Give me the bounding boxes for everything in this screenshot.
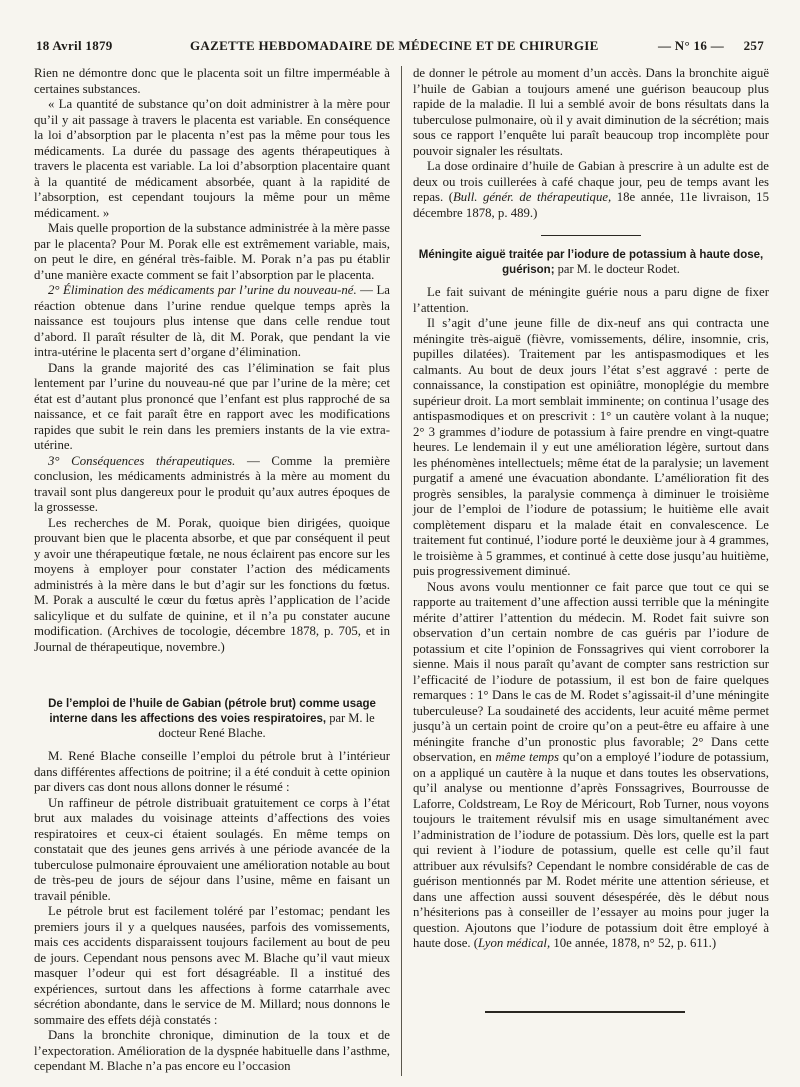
header-issue-number: — N° 16 — <box>657 38 724 53</box>
paragraph: de donner le pétrole au moment d’un accès. Dans la bronchite aiguë l’huile de Gabian a toujours amené une guérison beaucoup plus rapide de la maladie. Il lui a semblé avoir de bons résultats dans la tuberculose pulmonaire, où il y avait diminution de la sécrétion; mais sous ce rapport l’enquête lui paraît beaucoup trop incomplète pour pouvoir signaler les résultats. <box>413 66 769 158</box>
paragraph: Les recherches de M. Porak, quoique bien dirigées, quoique prouvant bien que le placenta absorbe, et que par conséquent il peut y avoir une thérapeutique fœtale, ne nous éclairent pas encore sur les moyens à employer pour constater l’action des médicaments administrés à la mère dans le but d’agir sur les fonctions du fœtus. M. Porak a ausculté le cœur du fœtus après l’application de l’acide salicylique et du sulfate de quinine, et il n’a pu constater aucune modification. (Archives de tocologie, décembre 1878, p. 705, et in Journal de thérapeutique, novembre.) <box>34 515 390 654</box>
section-divider <box>541 235 641 236</box>
paragraph: Le fait suivant de méningite guérie nous a paru digne de fixer l’attention. <box>413 285 769 315</box>
paragraph: Dans la bronchite chronique, diminution de la toux et de l’expectoration. Amélioration de la dyspnée habituelle dans l’asthme, cependant M. Blache n’a pas encore eu l’occasion <box>34 1028 390 1073</box>
header-date: 18 Avril 1879 <box>36 38 113 53</box>
right-column <box>413 66 769 952</box>
paragraph: Le pétrole brut est facilement toléré par l’estomac; pendant les premiers jours il y a quelques nausées, parfois des vomissements, mais ces accidents disparaissent toujours facilement au bout de peu de jours. Cependant nous pensons avec M. Blache qu’il vaut mieux masquer l’odeur qui est fort désagréable. Il a institué des expériences, surtout dans les affections à forme catarrhale avec sécrétion abondante, dans le service de M. Millard; nous donnons le sommaire des effets déjà constatés : <box>34 904 390 1027</box>
paragraph: « La quantité de substance qu’on doit administrer à la mère pour qu’il y ait passage à travers le placenta est variable. En conséquence la loi d’absorption par le placenta n’est pas la même pour tous les médicaments. La durée du passage des agents thérapeutiques à travers le placenta est variable. La loi d’absorption placentaire quant à la quantité de médicament absorbée, quant à la rapidité de l’absorption, est cependant toujours la même pour un même médicament. » <box>34 97 390 220</box>
paragraph: Un raffineur de pétrole distribuait gratuitement ce corps à l’état brut aux malades du voisinage atteints d’affections des voies respiratoires et ceux-ci étaient soulagés. En même temps on constatait que des jeunes gens arrivés à une période avancée de la tuberculose pulmonaire éprouvaient une amélioration notable au bout de très-peu de jours de séjour dans l’usine, même en faisant un travail pénible. <box>34 795 390 903</box>
article-author: par M. le docteur Rodet. <box>554 262 680 276</box>
section-heading: 2° Élimination des médicaments par l’urine du nouveau-né. <box>48 283 357 297</box>
paragraph: Dans la grande majorité des cas l’élimination se fait plus lentement par l’urine du nouveau-né que par l’urine de la mère; cet état est d’autant plus prononcé que l’enfant est plus rapproché de sa naissance, et ce fait paraît être en rapport avec les modifications rapides que subit le rein dans les premiers instants de la vie extra-utérine. <box>34 360 390 452</box>
column-divider <box>401 66 402 1076</box>
paragraph: Mais quelle proportion de la substance administrée à la mère passe par le placenta? Pour M. Porak elle est extrêmement variable, mais, on peut le dire, en général très-faible. M. Porak n’a pas pu établir d’une manière exacte comment se fait l’absorption par le placenta. <box>34 221 390 282</box>
paragraph: M. René Blache conseille l’emploi du pétrole brut à l’intérieur dans différentes affections de poitrine; il a été conduit à cette opinion par divers cas dont nous allons donner le résumé : <box>34 749 390 794</box>
citation: Bull. génér. de thérapeutique, <box>452 190 612 204</box>
paragraph-text: qu’on a employé l’iodure de potassium, on a appliqué un cautère à la nuque et dans toutes les observations, qu’il analyse ou mentionne d’après Fonssagrives, Bourrousse de Laforre, Coldstream, Le Roy de Méricourt, Rob Turner, nous voyons toujours le traitement révulsif mis en usage simultanément avec l’administration de l’iodure de potassium. Dès lors, quelle est la part qui revient à l’iodure de potassium, quelle est celle qu’il faut attribuer aux révulsifs? Cependant le nombre considérable de cas de guérison mentionnés par M. Rodet mérite une attention sérieuse, et dans une affection aussi souvent désespérée, dès le début nous n’hésiterions pas à conseiller de l’essayer au moins pour juger la question. Ajoutons que l’iodure de potassium doit être employé à haute dose. ( <box>413 750 769 950</box>
paragraph: Il s’agit d’une jeune fille de dix-neuf ans qui contracta une méningite très-aiguë (fièvre, vomissements, délire, insomnie, cris, pupilles dilatées). Traitement par les antispasmodiques et les calmants. Au bout de deux jours l’état s’est aggravé : perte de connaissance, la constipation est opiniâtre, monoplégie du membre supérieur droit. La mort semblait imminente; on continua l’usage des antispasmodiques et on prescrivit : 1° un cautère volant à la nuque; 2° 3 grammes d’iodure de potassium à faire prendre en vingt-quatre heures. Le lendemain il y eut une amélioration légère, surtout dans les phénomènes intellectuels; même état de la paralysie; un lavement purgatif a amené une évacuation abondante. L’amélioration fit des progrès sensibles, la paralysie commença à diminuer le troisième jour de l’emploi de l’iodure de potassium; le huitième elle avait complètement disparu et la malade était en convalescence. Le traitement fut continué, l’iodure porté le deuxième jour à 4 grammes, le troisième à 5 grammes, et continué à cette dose jusqu’au huitième, puis progressivement diminué. <box>413 316 769 578</box>
article-title-text: De l’emploi de l’huile de Gabian (pétrole brut) comme usage interne dans les affections des voies respiratoires, <box>48 698 376 725</box>
header-page-number: 257 <box>743 38 764 53</box>
paragraph-text: Nous avons voulu mentionner ce fait parce que tout ce qui se rapporte au traitement d’une affection aussi terrible que la méningite mérite d’attirer l’attention du médecin. M. Rodet fait suivre son observation d’un certain nombre de cas guéris par l’iodure de potassium et cite l’opinion de Fonssagrives qui vient corroborer la sienne. Mais il nous paraît qu’avant de compter sans restriction sur l’efficacité de l’iodure de potassium, il est bon de faire quelques remarques : 1° Dans le cas de M. Rodet s’agissait-il d’une méningite tuberculeuse? La soudaineté des accidents, leur acuité même permet jusqu’à un certain point de croire qu’on a peut-être eu affaire à une méningite franche d’un pronostic plus favorable; 2° Dans cette observation, en <box>413 579 769 764</box>
paragraph: Rien ne démontre donc que le placenta soit un filtre imperméable à certaines substances. <box>34 66 390 96</box>
article-title <box>413 248 769 277</box>
paragraph-text: — Comme la première conclusion, les médicaments administrés à la mère au moment du travail sont plus dangereux pour le produit qu’aux autres époques de la grossesse. <box>34 453 390 514</box>
paragraph <box>34 454 390 516</box>
running-header <box>36 38 764 60</box>
article-title-text: Méningite aiguë traitée par l’iodure de potassium à haute dose, guérison; <box>418 249 764 276</box>
article-title <box>34 697 390 741</box>
article-author: par M. le docteur René Blache. <box>158 711 375 740</box>
left-column <box>34 66 390 1075</box>
paragraph-text: — La réaction obtenue dans l’urine rendue quelque temps après la naissance est toujours plus intense que dans celle rendue tout d’abord. Il paraît résulter de là, dit M. Porak, que pendant la vie intra-utérine le placenta sert d’organe d’élimination. <box>34 283 390 359</box>
header-journal-title: GAZETTE HEBDOMADAIRE DE MÉDECINE ET DE CHIRURGIE <box>190 38 599 53</box>
paragraph <box>413 159 769 221</box>
paragraph-text: 18e année, 11e livraison, 15 décembre 1878, p. 489.) <box>413 190 769 220</box>
citation: Lyon médical, <box>478 936 551 950</box>
paragraph <box>34 283 390 361</box>
spacer <box>34 655 390 685</box>
paragraph-text: La dose ordinaire d’huile de Gabian à prescrire à un adulte est de deux ou trois cuillerées à café chaque jour, peu de temps avant les repas. ( <box>413 159 769 204</box>
end-rule <box>485 1011 685 1013</box>
section-heading: 3° Conséquences thérapeutiques. <box>48 453 236 468</box>
paragraph-text: 10e année, 1878, n° 52, p. 611.) <box>550 936 717 950</box>
emphasis: même temps <box>495 750 560 764</box>
paragraph <box>413 580 769 952</box>
